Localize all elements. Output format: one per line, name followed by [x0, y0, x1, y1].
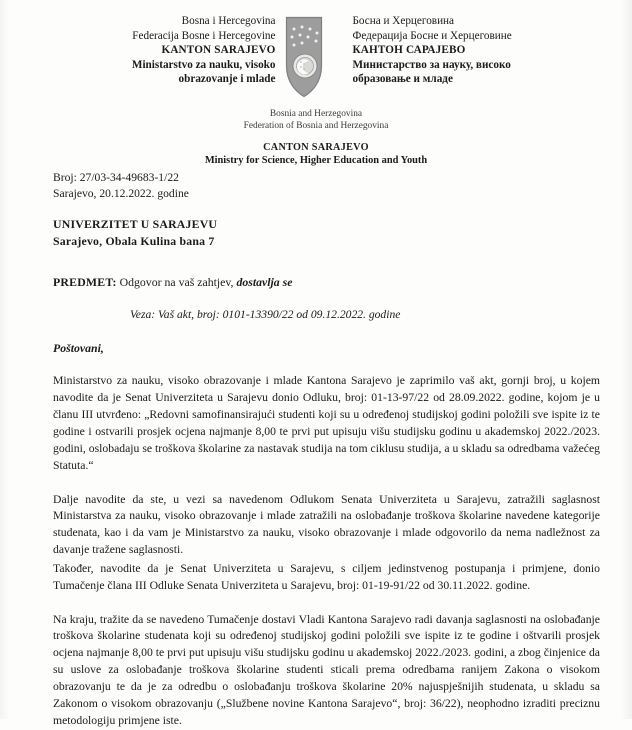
document-body: [53, 170, 600, 730]
bosnian-ministry-line2: obrazovanje i mlade: [178, 73, 276, 86]
subject-line: [53, 275, 600, 290]
addressee-name: UNIVERZITET U SARAJEVU: [53, 217, 218, 232]
canton-sarajevo-coat-of-arms-icon: [285, 16, 323, 98]
subject-text: Odgovor na vaš zahtjev,: [116, 275, 237, 290]
subject-emphasis: dostavlja se: [236, 275, 293, 290]
salutation: Poštovani,: [53, 341, 104, 356]
addressee-address: Sarajevo, Obala Kulina bana 7: [53, 233, 215, 248]
paragraph-3: Također, navodite da je Senat Univerziteta u Sarajevu, s ciljem jedinstvenog postupanja i primjene, donio Tumačenje člana III Odluke Senata Univerziteta u Sarajevu, broj: 01-19-91/22 od 30.11.2022. godine.: [53, 561, 600, 592]
reference-block: [53, 170, 600, 202]
paragraph-1: Ministarstvo za nauku, visoko obrazovanje i mlade Kantona Sarajevo je zaprimilo vaš akt, gornji broj, u kojem navodite da je Senat Univerziteta u Sarajevu donio Odluku, broj: 01-13-97/22 od 28.09.2022. godine, kojom je u članu III utvrđeno: „Redovni samofinansirajući studenti koji su u određenoj studijskoj godini položili sve ispite iz te godine i ostvarili prosjek ocjena najmanje 8,00 te prvi put upisuju višu studijsku godinu u akademskoj 2022./2023. godini, oslobadaju se troškova školarine za nastavak studija na tom ciklusu studija, a u skladu sa odredbama važećeg Statuta.“: [53, 374, 600, 472]
english-canton: CANTON SARAJEVO: [263, 141, 369, 153]
bosnian-federation: Federacija Bosne i Hercegovine: [132, 29, 276, 42]
english-ministry: Ministry for Science, Higher Education and Youth: [204, 155, 428, 167]
letterhead-english-block: [0, 108, 632, 168]
reference-number: Broj: 27/03-34-49683-1/22: [53, 171, 179, 184]
cyrillic-federation: Федерација Босне и Херцеговине: [352, 29, 512, 42]
cyrillic-country: Босна и Херцеговина: [352, 15, 455, 27]
reference-place-date: Sarajevo, 20.12.2022. godine: [53, 187, 189, 201]
letterhead: [0, 14, 632, 168]
reference-to-incoming-act: Veza: Vaš akt, broj: 0101-13390/22 od 09.12.2022. godine: [130, 308, 401, 322]
bosnian-ministry-line1: Ministarstvo za nauku, visoko: [131, 58, 276, 71]
letterhead-languages-row: [0, 14, 632, 98]
cyrillic-ministry-line2: образовање и младе: [352, 73, 453, 86]
letterhead-bosnian-block: [40, 14, 285, 87]
addressee-block: [53, 216, 600, 249]
cyrillic-canton: КАНТОН САРАЈЕВО: [352, 44, 466, 57]
paragraph-4: Na kraju, tražite da se navedeno Tumačenje dostavi Vladi Kantona Sarajevo radi davanja saglasnosti na oslobađanje troškova školarine studenata koji su određenoj studijskoj godini položili sve ispite iz te godine i oštvarili prosjek ocjena najmanje 8,00 te prvi put upisuju višu studijsku godinu u akademskoj 2022./2023. godini, a zbog činjenice da su uslove za oslobađanje troškova školarine studenti sticali prema odredbama ranijem Zakona o visokom obrazovanju te da je za odredbu o oslobađanju troškova školarine 20% najuspješnijih studenata, u skladu sa Zakonom o visokom obrazovanju („Službene novine Kantona Sarajevo“, broj: 36/22), neophodno izraditi preciznu metodologiju primjene iste.: [53, 612, 600, 727]
paragraph-2: Dalje navodite da ste, u vezi sa navedenom Odlukom Senata Univerziteta u Sarajevu, zatražili saglasnost Ministarstva za nauku, visoko obrazovanje i mlade zatražili na oslobađanje troškova školarine navedene kategorije studenata, kao i da vam je Ministarstvo za nauku, visoko obrazovanje i mlade odgovorilo da nema nadležnost za davanje tražene saglasnosti.: [53, 492, 600, 557]
english-country: Bosnia and Herzegovina: [269, 109, 363, 119]
cyrillic-ministry-line1: Министарство за науку, високо: [352, 58, 511, 71]
english-federation: Federation of Bosnia and Herzegovina: [243, 121, 389, 132]
subject-label: PREDMET:: [53, 275, 117, 290]
bosnian-canton: KANTON SARAJEVO: [161, 44, 276, 57]
bosnian-country: Bosna i Hercegovina: [181, 15, 276, 27]
letterhead-cyrillic-block: [323, 14, 593, 87]
